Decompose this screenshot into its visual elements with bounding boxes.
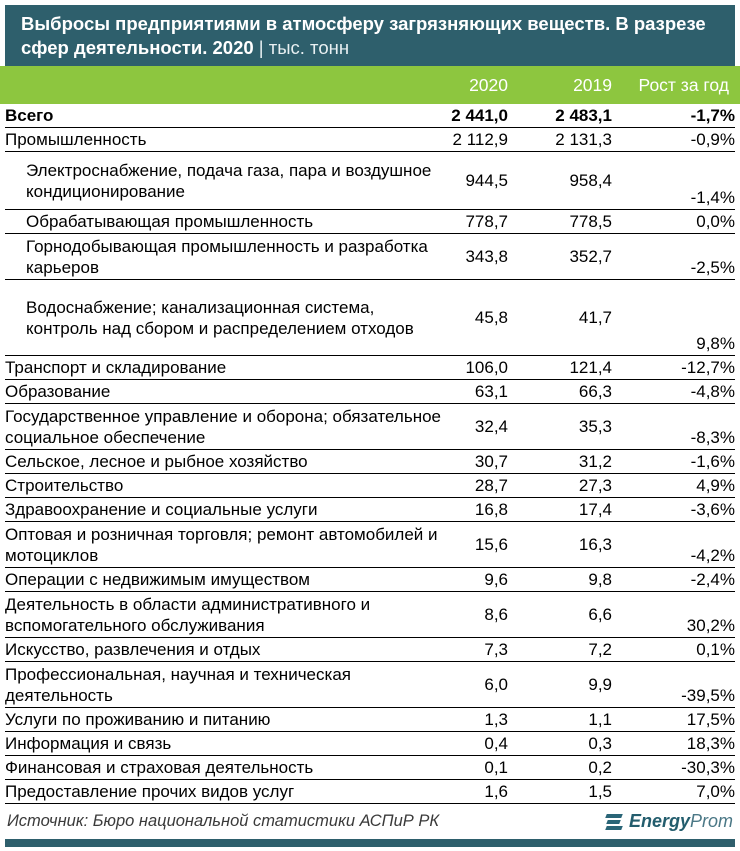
value-2020-cell: 30,7 — [450, 450, 508, 474]
logo-text-bold: Energy — [628, 811, 690, 831]
value-2019-cell: 778,5 — [508, 210, 612, 234]
value-2020-cell: 28,7 — [450, 474, 508, 498]
energyprom-logo-icon — [606, 814, 624, 830]
table-row — [5, 498, 735, 522]
sector-name-cell: Государственное управление и оборона; обязательное социальное обеспечение — [5, 404, 450, 450]
sector-name-cell: Профессиональная, научная и техническая деятельность — [5, 662, 450, 708]
growth-cell: 0,1% — [612, 638, 735, 662]
value-2019-cell: 7,2 — [508, 638, 612, 662]
sector-name-cell: Предоставление прочих видов услуг — [5, 780, 450, 804]
growth-cell: -30,3% — [612, 756, 735, 780]
value-2020-cell: 15,6 — [450, 522, 508, 568]
growth-cell: 0,0% — [612, 210, 735, 234]
growth-cell: -0,9% — [612, 128, 735, 152]
value-2019-cell: 0,3 — [508, 732, 612, 756]
value-2020-cell: 2 441,0 — [450, 104, 508, 128]
value-2020-cell: 16,8 — [450, 498, 508, 522]
value-2020-cell: 106,0 — [450, 356, 508, 380]
value-2020-cell: 8,6 — [450, 592, 508, 638]
growth-cell: 17,5% — [612, 708, 735, 732]
table-row — [5, 280, 735, 356]
value-2019-cell: 31,2 — [508, 450, 612, 474]
column-header-2020: 2020 — [469, 74, 508, 95]
value-2020-cell: 7,3 — [450, 638, 508, 662]
sector-name-cell: Всего — [5, 104, 450, 128]
footer-accent-bar — [5, 839, 735, 847]
growth-cell: 30,2% — [612, 592, 735, 638]
table-row — [5, 234, 735, 280]
value-2019-cell: 1,5 — [508, 780, 612, 804]
growth-cell: -3,6% — [612, 498, 735, 522]
sector-name-cell: Образование — [5, 380, 450, 404]
table-row — [5, 662, 735, 708]
value-2019-cell: 16,3 — [508, 522, 612, 568]
value-2019-cell: 41,7 — [508, 280, 612, 356]
table-row — [5, 210, 735, 234]
table-row — [5, 638, 735, 662]
column-header-growth: Рост за год — [638, 74, 729, 95]
value-2019-cell: 958,4 — [508, 152, 612, 210]
table-row — [5, 474, 735, 498]
sector-name-cell: Горнодобывающая промышленность и разработка карьеров — [5, 234, 450, 280]
sector-name-cell: Оптовая и розничная торговля; ремонт автомобилей и мотоциклов — [5, 522, 450, 568]
value-2019-cell: 0,2 — [508, 756, 612, 780]
growth-cell: -4,2% — [612, 522, 735, 568]
growth-cell: -1,6% — [612, 450, 735, 474]
sector-name-cell: Искусство, развлечения и отдых — [5, 638, 450, 662]
table-row — [5, 780, 735, 804]
sector-name-cell: Деятельность в области административного и вспомогательного обслуживания — [5, 592, 450, 638]
sector-name-cell: Водоснабжение; канализационная система, контроль над сбором и распределением отходов — [5, 280, 450, 356]
value-2020-cell: 45,8 — [450, 280, 508, 356]
value-2019-cell: 1,1 — [508, 708, 612, 732]
growth-cell: -39,5% — [612, 662, 735, 708]
report-title-bar — [5, 5, 735, 66]
emissions-table — [5, 104, 735, 804]
value-2020-cell: 343,8 — [450, 234, 508, 280]
sector-name-cell: Промышленность — [5, 128, 450, 152]
value-2020-cell: 0,1 — [450, 756, 508, 780]
value-2020-cell: 944,5 — [450, 152, 508, 210]
growth-cell: 18,3% — [612, 732, 735, 756]
sector-name-cell: Обрабатывающая промышленность — [5, 210, 450, 234]
growth-cell: -2,5% — [612, 234, 735, 280]
source-note: Источник: Бюро национальной статистики АСПиР РК — [7, 812, 440, 830]
sector-name-cell: Финансовая и страховая деятельность — [5, 756, 450, 780]
table-row — [5, 404, 735, 450]
value-2019-cell: 27,3 — [508, 474, 612, 498]
sector-name-cell: Сельское, лесное и рыбное хозяйство — [5, 450, 450, 474]
growth-cell: 9,8% — [612, 280, 735, 356]
column-header-2019: 2019 — [573, 74, 612, 95]
value-2020-cell: 1,3 — [450, 708, 508, 732]
growth-cell: -2,4% — [612, 568, 735, 592]
energyprom-logo-text — [629, 811, 733, 832]
table-row — [5, 450, 735, 474]
value-2019-cell: 6,6 — [508, 592, 612, 638]
value-2020-cell: 1,6 — [450, 780, 508, 804]
growth-cell: 4,9% — [612, 474, 735, 498]
value-2019-cell: 2 131,3 — [508, 128, 612, 152]
value-2020-cell: 9,6 — [450, 568, 508, 592]
growth-cell: -1,7% — [612, 104, 735, 128]
value-2020-cell: 63,1 — [450, 380, 508, 404]
growth-cell: 7,0% — [612, 780, 735, 804]
value-2019-cell: 121,4 — [508, 356, 612, 380]
growth-cell: -1,4% — [612, 152, 735, 210]
energyprom-logo — [606, 811, 733, 832]
value-2019-cell: 66,3 — [508, 380, 612, 404]
value-2020-cell: 6,0 — [450, 662, 508, 708]
table-row — [5, 522, 735, 568]
sector-name-cell: Услуги по проживанию и питанию — [5, 708, 450, 732]
value-2020-cell: 32,4 — [450, 404, 508, 450]
value-2020-cell: 778,7 — [450, 210, 508, 234]
sector-name-cell: Электроснабжение, подача газа, пара и воздушное кондиционирование — [5, 152, 450, 210]
report-footer — [5, 804, 735, 838]
value-2019-cell: 2 483,1 — [508, 104, 612, 128]
sector-name-cell: Операции с недвижимым имуществом — [5, 568, 450, 592]
table-row — [5, 568, 735, 592]
sector-name-cell: Строительство — [5, 474, 450, 498]
table-row — [5, 380, 735, 404]
table-row — [5, 356, 735, 380]
sector-name-cell: Здравоохранение и социальные услуги — [5, 498, 450, 522]
report-unit: тыс. тонн — [268, 37, 350, 58]
value-2019-cell: 35,3 — [508, 404, 612, 450]
table-row — [5, 128, 735, 152]
column-header-row — [5, 66, 735, 104]
value-2019-cell: 17,4 — [508, 498, 612, 522]
sector-name-cell: Информация и связь — [5, 732, 450, 756]
growth-cell: -12,7% — [612, 356, 735, 380]
title-separator: | — [258, 37, 264, 58]
value-2020-cell: 0,4 — [450, 732, 508, 756]
table-row — [5, 756, 735, 780]
growth-cell: -8,3% — [612, 404, 735, 450]
table-row — [5, 708, 735, 732]
table-row — [5, 592, 735, 638]
report-title: Выбросы предприятиями в атмосферу загрязняющих веществ. В разрезе сфер деятельности. 2020 — [21, 13, 706, 58]
table-row — [5, 732, 735, 756]
value-2019-cell: 9,9 — [508, 662, 612, 708]
value-2020-cell: 2 112,9 — [450, 128, 508, 152]
emissions-table-body — [5, 104, 735, 804]
table-row — [5, 152, 735, 210]
growth-cell: -4,8% — [612, 380, 735, 404]
logo-text-regular: Prom — [689, 811, 733, 831]
value-2019-cell: 9,8 — [508, 568, 612, 592]
value-2019-cell: 352,7 — [508, 234, 612, 280]
sector-name-cell: Транспорт и складирование — [5, 356, 450, 380]
table-column-header — [0, 66, 740, 104]
table-row — [5, 104, 735, 128]
